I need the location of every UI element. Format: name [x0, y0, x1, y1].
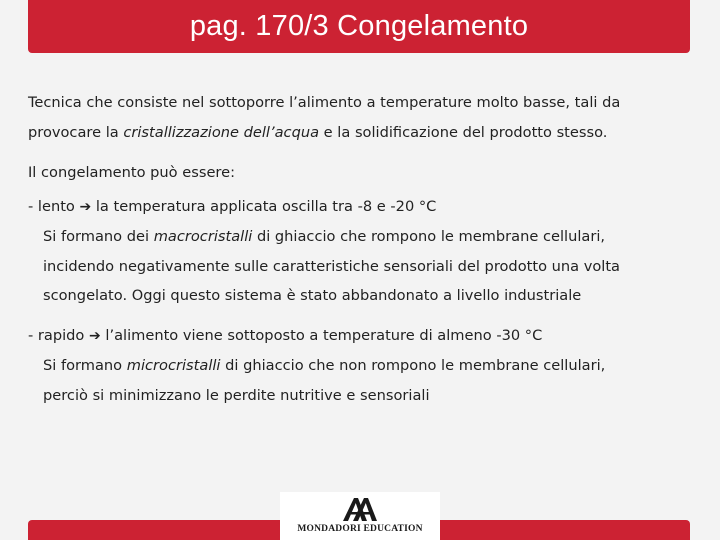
- lento-detail-1: [28, 222, 698, 252]
- arrow-right-icon: ➔: [79, 198, 92, 215]
- lento-detail-emphasis: macrocristalli: [153, 228, 253, 245]
- rapido-keyword: rapido: [37, 326, 85, 344]
- lento-item: [28, 192, 698, 223]
- lento-detail-post: di ghiaccio che rompono le membrane cellulari,: [252, 228, 606, 245]
- lento-keyword: lento: [37, 197, 75, 215]
- arrow-right-icon: ➔: [89, 327, 101, 344]
- rapido-item: [28, 321, 698, 352]
- types-heading: Il congelamento può essere:: [28, 164, 235, 181]
- rapido-dash: -: [28, 326, 38, 344]
- rapido-detail-post: di ghiaccio che non rompono le membrane cellulari,: [220, 357, 606, 374]
- rapido-detail-emphasis: microcristalli: [126, 357, 221, 374]
- logo-text: MONDADORI EDUCATION: [297, 524, 423, 534]
- intro-line-2: [28, 118, 698, 148]
- intro-line-1: Tecnica che consiste nel sottoporre l’alimento a temperature molto basse, tali da: [28, 94, 621, 111]
- lento-dash: -: [28, 197, 38, 215]
- lento-detail-2: incidendo negativamente sulle caratteristiche sensoriali del prodotto una volta: [43, 257, 621, 275]
- publisher-logo: [280, 492, 440, 540]
- intro-text-post: e la solidificazione del prodotto stesso.: [319, 123, 608, 141]
- lento-detail-3: scongelato. Oggi questo sistema è stato abbandonato a livello industriale: [43, 287, 582, 304]
- mondadori-logo-icon: [340, 496, 380, 522]
- rapido-detail-pre: Si formano: [43, 357, 127, 374]
- intro-text-pre: provocare la: [28, 123, 124, 141]
- page-title: pag. 170/3 Congelamento: [189, 10, 529, 42]
- title-bar: [28, 0, 690, 53]
- lento-description: la temperatura applicata oscilla tra -8 e -20 °C: [91, 197, 437, 215]
- rapido-detail-1: [28, 351, 698, 381]
- rapido-detail-2: perciò si minimizzano le perdite nutritive e sensoriali: [43, 386, 430, 404]
- lento-detail-pre: Si formano dei: [43, 228, 154, 245]
- intro-emphasis: cristallizzazione dell’acqua: [123, 123, 320, 141]
- slide-content: [28, 88, 698, 410]
- rapido-description: l’alimento viene sottoposto a temperature di almeno -30 °C: [100, 326, 543, 344]
